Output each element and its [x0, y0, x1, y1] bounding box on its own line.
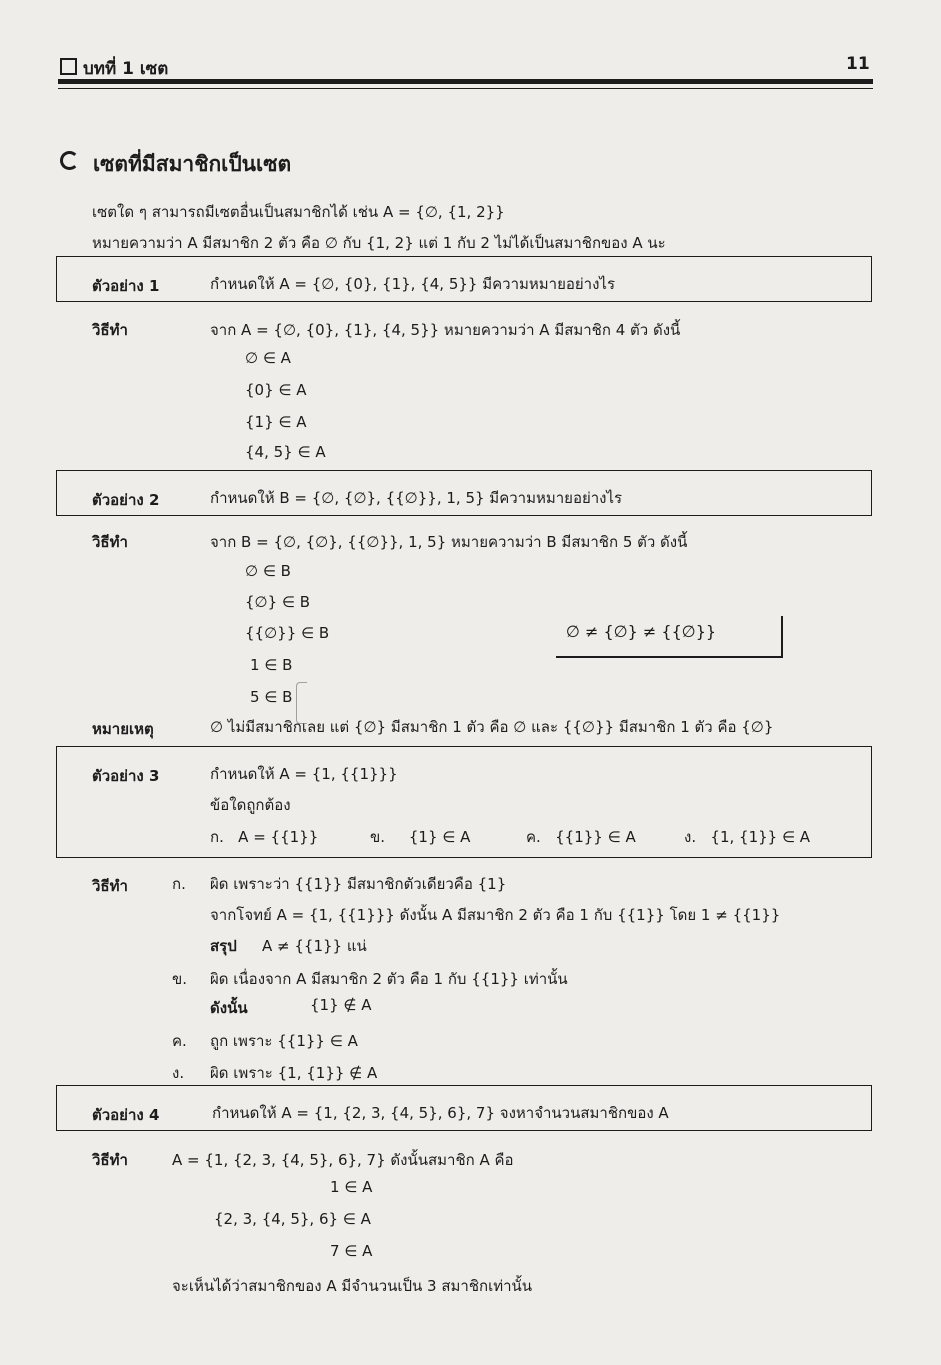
example-2-problem: กำหนดให้ B = {∅, {∅}, {{∅}}, 1, 5} มีความหมายอย่างไร [210, 489, 623, 507]
example-2-solution-line: จาก B = {∅, {∅}, {{∅}}, 1, 5} หมายความว่า B มีสมาชิก 5 ตัว ดังนี้ [210, 533, 688, 551]
example-1-label: ตัวอย่าง 1 [92, 277, 160, 295]
example-3-problem: กำหนดให้ A = {1, {{1}}} [210, 765, 398, 783]
header-rule-thin [58, 88, 873, 89]
example-4-member: {2, 3, {4, 5}, 6} ∈ A [214, 1210, 371, 1228]
section-title: เซตที่มีสมาชิกเป็นเซต [60, 148, 291, 181]
example-4-solution-label: วิธีทำ [92, 1151, 128, 1169]
inequality-expression: ∅ ≠ {∅} ≠ {{∅}} [566, 622, 717, 641]
solution-d-key: ง. [172, 1064, 185, 1082]
intro-line-2: หมายความว่า A มีสมาชิก 2 ตัว คือ ∅ กับ {1, 2} แต่ 1 กับ 2 ไม่ได้เป็นสมาชิกของ A นะ [92, 234, 666, 252]
example-2-label: ตัวอย่าง 2 [92, 491, 160, 509]
example-2-member: 5 ∈ B [250, 688, 293, 706]
solution-b-therefore: {1} ∉ A [310, 996, 372, 1014]
example-2-member: 1 ∈ B [250, 656, 293, 674]
solution-a-summary-label: สรุป [210, 937, 237, 955]
intro-line-1: เซตใด ๆ สามารถมีเซตอื่นเป็นสมาชิกได้ เช่น A = {∅, {1, 2}} [92, 203, 505, 221]
header-rule [58, 79, 873, 84]
example-2-member: {{∅}} ∈ B [245, 624, 330, 642]
solution-a-line-1: ผิด เพราะว่า {{1}} มีสมาชิกตัวเดียวคือ {1} [210, 875, 507, 893]
note-text: ∅ ไม่มีสมาชิกเลย แต่ {∅} มีสมาชิก 1 ตัว คือ ∅ และ {{∅}} มีสมาชิก 1 ตัว คือ {∅} [210, 718, 774, 736]
solution-b-key: ข. [172, 970, 188, 988]
solution-a-summary: A ≠ {{1}} แน่ [262, 937, 367, 955]
choice-c: ค. {{1}} ∈ A [526, 828, 636, 846]
solution-a-key: ก. [172, 875, 186, 893]
solution-c-key: ค. [172, 1032, 187, 1050]
choice-a: ก. A = {{1}} [210, 828, 319, 846]
chapter-title: บทที่ 1 เซต [60, 55, 168, 82]
example-4-solution-line: A = {1, {2, 3, {4, 5}, 6}, 7} ดังนั้นสมาชิก A คือ [172, 1151, 514, 1169]
square-bullet-icon [60, 58, 77, 75]
page-number: 11 [846, 54, 870, 74]
solution-b-line-1: ผิด เนื่องจาก A มีสมาชิก 2 ตัว คือ 1 กับ {{1}} เท่านั้น [210, 970, 568, 988]
solution-c: ถูก เพราะ {{1}} ∈ A [210, 1032, 358, 1050]
example-3-question: ข้อใดถูกต้อง [210, 796, 291, 814]
example-1-member: ∅ ∈ A [245, 349, 291, 367]
example-1-member: {0} ∈ A [245, 381, 307, 399]
choice-d: ง. {1, {1}} ∈ A [684, 828, 811, 846]
solution-a-line-2: จากโจทย์ A = {1, {{1}}} ดังนั้น A มีสมาชิก 2 ตัว คือ 1 กับ {{1}} โดย 1 ≠ {{1}} [210, 906, 781, 924]
example-1-member: {4, 5} ∈ A [245, 443, 326, 461]
example-4-label: ตัวอย่าง 4 [92, 1106, 160, 1124]
section-arrow-icon [60, 151, 79, 170]
note-label: หมายเหตุ [92, 720, 154, 738]
example-2-solution-label: วิธีทำ [92, 533, 128, 551]
choice-b: ข. {1} ∈ A [370, 828, 471, 846]
example-1-solution-line: จาก A = {∅, {0}, {1}, {4, 5}} หมายความว่า A มีสมาชิก 4 ตัว ดังนี้ [210, 321, 681, 339]
example-4-conclusion: จะเห็นได้ว่าสมาชิกของ A มีจำนวนเป็น 3 สมาชิกเท่านั้น [172, 1277, 533, 1295]
example-3-label: ตัวอย่าง 3 [92, 767, 160, 785]
example-1-solution-label: วิธีทำ [92, 321, 128, 339]
example-2-member: {∅} ∈ B [245, 593, 311, 611]
solution-b-therefore-label: ดังนั้น [210, 999, 248, 1017]
example-4-member: 1 ∈ A [330, 1178, 373, 1196]
example-2-member: ∅ ∈ B [245, 562, 291, 580]
example-3-solution-label: วิธีทำ [92, 877, 128, 895]
example-4-member: 7 ∈ A [330, 1242, 373, 1260]
example-1-problem: กำหนดให้ A = {∅, {0}, {1}, {4, 5}} มีความหมายอย่างไร [210, 275, 616, 293]
solution-d: ผิด เพราะ {1, {1}} ∉ A [210, 1064, 378, 1082]
example-4-problem: กำหนดให้ A = {1, {2, 3, {4, 5}, 6}, 7} จงหาจำนวนสมาชิกของ A [212, 1104, 669, 1122]
example-1-member: {1} ∈ A [245, 413, 307, 431]
